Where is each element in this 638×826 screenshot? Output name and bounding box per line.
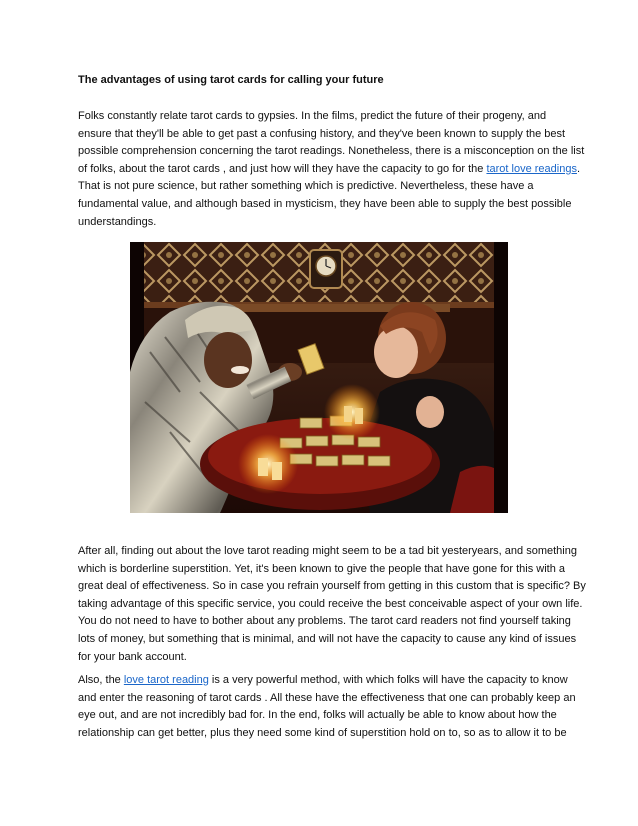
text-fragment: . — [576, 162, 581, 175]
love-tarot-reading-link[interactable]: love tarot reading — [123, 674, 209, 686]
text-line: ensure that they'll be able to get past a confusing history, and they've been known to supply the best — [78, 127, 566, 140]
text-line: After all, finding out about the love tarot reading might seem to be a tad bit yesteryears, and something — [78, 545, 577, 557]
tarot-love-readings-link[interactable]: tarot love readings — [486, 162, 577, 175]
text-line: great deal of effectiveness. So in case you refrain yourself from getting in this custom that is specific? By — [78, 580, 586, 593]
text-line: taking advantage of this specific service, you could receive the best conceivable aspect of your own life. — [78, 597, 583, 610]
text-line: That is not pure science, but rather something which is predictive. Nevertheless, these have a — [78, 180, 534, 193]
text-fragment: Also, the — [78, 674, 124, 686]
text-line-with-link — [78, 161, 581, 179]
text-line-with-link — [78, 672, 568, 690]
text-line: and enter the reasoning of tarot cards . All these have the effectiveness that one can probably keep an — [78, 691, 576, 704]
text-line: relationship can get better, plus they need some kind of superstition hold on to, so as to allow it to be — [78, 726, 567, 739]
text-line: for your bank account. — [78, 650, 187, 663]
text-line: understandings. — [78, 215, 157, 228]
text-fragment: of folks, about the tarot cards , and just how will they have the capacity to go for the — [78, 162, 487, 175]
paragraph-intro — [78, 108, 585, 231]
text-line: You do not need to have to bother about any problems. The tarot card readers not find yourself taking — [78, 615, 571, 628]
text-line: lots of money, but something that is minimal, and will not have the capacity to cause any kind of issues — [78, 632, 577, 645]
text-line: which is borderline superstition. Yet, it's been known to give the people that have gone for this with a — [78, 562, 566, 575]
paragraph-body — [78, 543, 586, 666]
text-line: Folks constantly relate tarot cards to gypsies. In the films, predict the future of their progeny, and — [78, 110, 547, 122]
text-line: eye out, and are not incredibly bad for. In the end, folks will actually be able to know about how the — [78, 709, 557, 722]
paragraph-closing — [78, 672, 576, 742]
tarot-reading-photo — [130, 242, 508, 513]
text-line: possible comprehension concerning the tarot readings. Nonetheless, there is a misconception on the list — [78, 145, 585, 158]
text-line: fundamental value, and although based in mysticism, they have been able to supply the best possible — [78, 197, 572, 210]
document-title: The advantages of using tarot cards for calling your future — [78, 74, 384, 86]
text-fragment: is a very powerful method, with which folks will have the capacity to know — [208, 674, 568, 686]
